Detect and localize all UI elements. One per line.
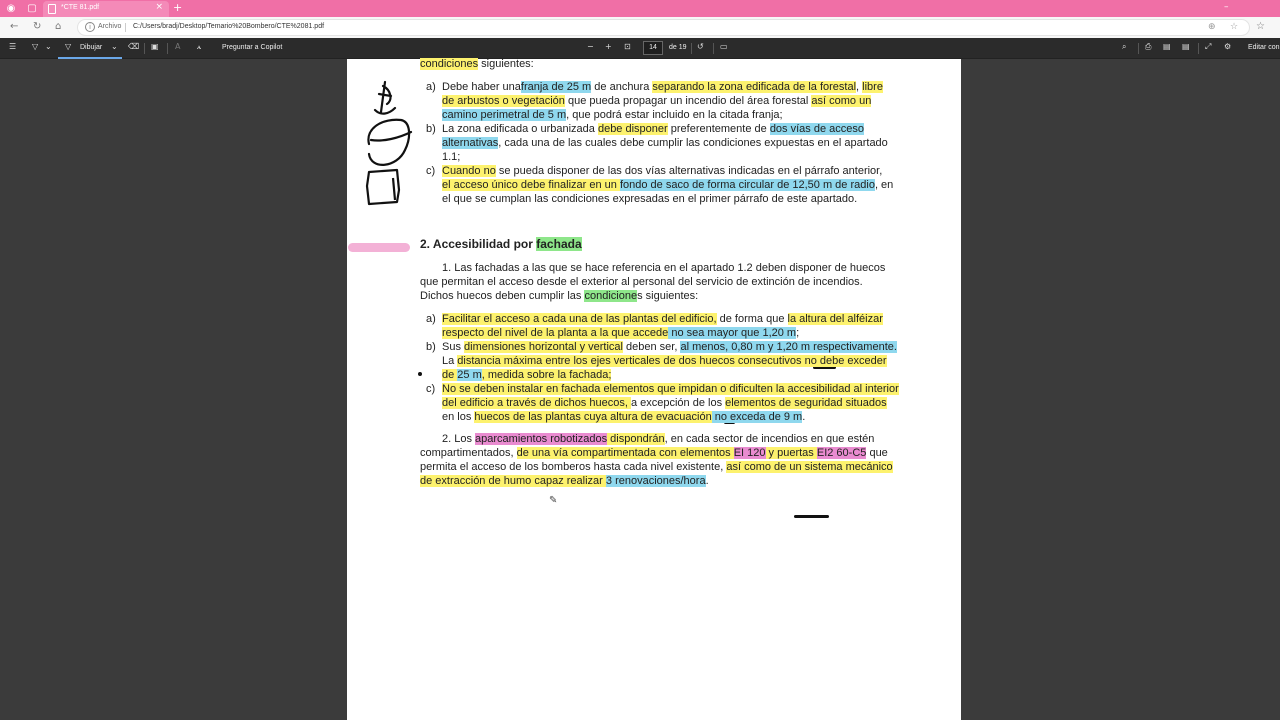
fullscreen-icon[interactable]: ⤢	[1205, 42, 1212, 51]
chevron-down-icon[interactable]: ⌄	[111, 42, 118, 51]
divider	[1198, 43, 1199, 54]
back-icon[interactable]: ←	[10, 21, 19, 32]
page-number-input[interactable]: 14	[643, 41, 663, 55]
text-line: La distancia máxima entre los ejes verticales de dos huecos consecutivos no debe exceder	[442, 355, 887, 367]
immersive-reader-icon[interactable]: ꭺ	[197, 42, 202, 51]
text-line: No se deben instalar en fachada elementos que impidan o dificulten la accesibilidad al interior	[442, 383, 899, 395]
text-line: el que se cumplan las condiciones expresadas en el primer párrafo de este apartado.	[442, 193, 858, 205]
list-marker: a)	[426, 81, 436, 93]
read-aloud-icon[interactable]: A	[175, 42, 181, 51]
list-marker: a)	[426, 313, 436, 325]
text-line: Dichos huecos deben cumplir las condiciones siguientes:	[420, 290, 699, 302]
text-line: Debe haber unafranja de 25 m de anchura separando la zona edificada de la forestal, libre	[442, 81, 883, 93]
save-as-icon[interactable]: ▤	[1182, 42, 1190, 51]
text-line: alternativas, cada una de las cuales debe cumplir las condiciones expuestas en el apartado	[442, 137, 888, 149]
edit-with-button[interactable]: Editar con	[1248, 44, 1280, 51]
ink-dot	[418, 372, 422, 376]
search-icon[interactable]: ⌕	[1122, 42, 1127, 51]
text-line: en los huecos de las plantas cuya altura de evacuación no exceda de 9 m.	[442, 411, 806, 423]
new-tab-icon[interactable]: +	[173, 1, 183, 14]
page-view-icon[interactable]: ▭	[720, 42, 728, 51]
divider	[1138, 43, 1139, 54]
browser-nav-bar	[0, 17, 1280, 38]
text-box-icon[interactable]: ▣	[151, 42, 159, 51]
refresh-icon[interactable]: ↻	[33, 21, 42, 32]
ink-stroke	[794, 515, 829, 518]
text-line: 1.1;	[442, 151, 461, 163]
address-divider	[125, 23, 126, 32]
text-line: camino perimetral de 5 m, que podrá estar incluido en la citada franja;	[442, 109, 783, 121]
text-line: de arbustos o vegetación que pueda propagar un incendio del área forestal así como un	[442, 95, 872, 107]
pdf-file-icon	[48, 4, 56, 14]
text-line: de 25 m, medida sobre la fachada;	[442, 369, 612, 381]
text-line: permita el acceso de los bomberos hasta cada nivel existente, así como de un sistema mecánico	[420, 461, 893, 473]
divider	[713, 43, 714, 54]
draw-icon[interactable]: ▽	[65, 42, 72, 51]
divider	[691, 43, 692, 54]
gear-icon[interactable]: ⚙	[1224, 42, 1232, 51]
list-marker: b)	[426, 341, 436, 353]
eraser-icon[interactable]: ⌫	[128, 42, 140, 51]
zoom-in-icon[interactable]: +	[605, 42, 612, 51]
text-line: el acceso único debe finalizar en un fondo de saco de forma circular de 12,50 m de radio, en	[442, 179, 894, 191]
pencil-cursor-icon: ✎	[549, 495, 558, 506]
text-line: que permitan el acceso desde el exterior al personal del servicio de extinción de incendios.	[420, 276, 863, 288]
text-line: Sus dimensiones horizontal y vertical deben ser, al menos, 0,80 m y 1,20 m respectivamente.	[442, 341, 897, 353]
section-heading: 2. Accesibilidad por fachada	[420, 237, 582, 251]
list-marker: c)	[426, 165, 436, 177]
hand-drawn-sketch	[363, 80, 415, 210]
text-line: respecto del nivel de la planta a la que accede no sea mayor que 1,20 m;	[442, 327, 800, 339]
profile-icon[interactable]: ◉	[6, 3, 16, 14]
browser-tab-bar	[0, 0, 1280, 17]
total-pages: de 19	[669, 44, 687, 51]
divider	[144, 43, 145, 54]
minimize-icon[interactable]: –	[1224, 2, 1229, 12]
text-line: condiciones siguientes:	[420, 58, 534, 70]
fit-page-icon[interactable]: ⊡	[624, 42, 631, 51]
highlight-icon[interactable]: ▽	[32, 42, 39, 51]
ask-copilot-button[interactable]: Preguntar a Copilot	[222, 44, 283, 51]
zoom-icon[interactable]: ⊕	[1208, 22, 1216, 32]
favorites-icon[interactable]: ☆	[1256, 21, 1265, 32]
text-line: compartimentados, de una vía compartimentada con elementos EI 120 y puertas EI2 60-C5 que	[420, 447, 888, 459]
draw-button[interactable]: Dibujar	[80, 44, 103, 51]
workspaces-icon[interactable]: ▢	[27, 3, 37, 14]
rotate-icon[interactable]: ↺	[697, 42, 704, 51]
favorite-star-icon[interactable]: ☆	[1230, 22, 1239, 32]
contents-icon[interactable]: ☰	[9, 42, 17, 51]
save-icon[interactable]: ▤	[1163, 42, 1171, 51]
text-line: del edificio a través de dichos huecos, a excepción de los elementos de seguridad situados	[442, 397, 887, 409]
text-line: 1. Las fachadas a las que se hace referencia en el apartado 1.2 deben disponer de huecos	[442, 262, 886, 274]
info-icon[interactable]: i	[85, 22, 95, 32]
url-text[interactable]: C:/Users/bradj/Desktop/Temario%20Bombero/CTE%2081.pdf	[133, 23, 325, 30]
tab-pdf[interactable]	[43, 1, 169, 17]
pdf-toolbar	[0, 38, 1280, 59]
print-icon[interactable]: ⎙	[1145, 42, 1152, 51]
draw-active-indicator	[58, 57, 122, 59]
pink-ink-stroke	[348, 243, 410, 252]
zoom-out-icon[interactable]: −	[587, 42, 594, 51]
list-marker: c)	[426, 383, 436, 395]
divider	[167, 43, 168, 54]
home-icon[interactable]: ⌂	[55, 21, 62, 32]
text-line: La zona edificada o urbanizada debe disponer preferentemente de dos vías de acceso	[442, 123, 864, 135]
close-icon[interactable]: ×	[155, 2, 163, 12]
text-line: Facilitar el acceso a cada una de las plantas del edificio, de forma que la altura del alféizar	[442, 313, 883, 325]
address-prefix: Archivo	[98, 23, 122, 30]
text-line: 2. Los aparcamientos robotizados dispondrán, en cada sector de incendios en que estén	[442, 433, 875, 445]
address-bar[interactable]	[77, 19, 1250, 36]
list-marker: b)	[426, 123, 436, 135]
text-line: de extracción de humo capaz realizar 3 renovaciones/hora.	[420, 475, 709, 487]
tab-title: *CTE 81.pdf	[61, 4, 100, 11]
pdf-page	[347, 59, 961, 720]
chevron-down-icon[interactable]: ⌄	[45, 42, 52, 51]
text-line: Cuando no se pueda disponer de las dos vías alternativas indicadas en el párrafo anterior,	[442, 165, 883, 177]
